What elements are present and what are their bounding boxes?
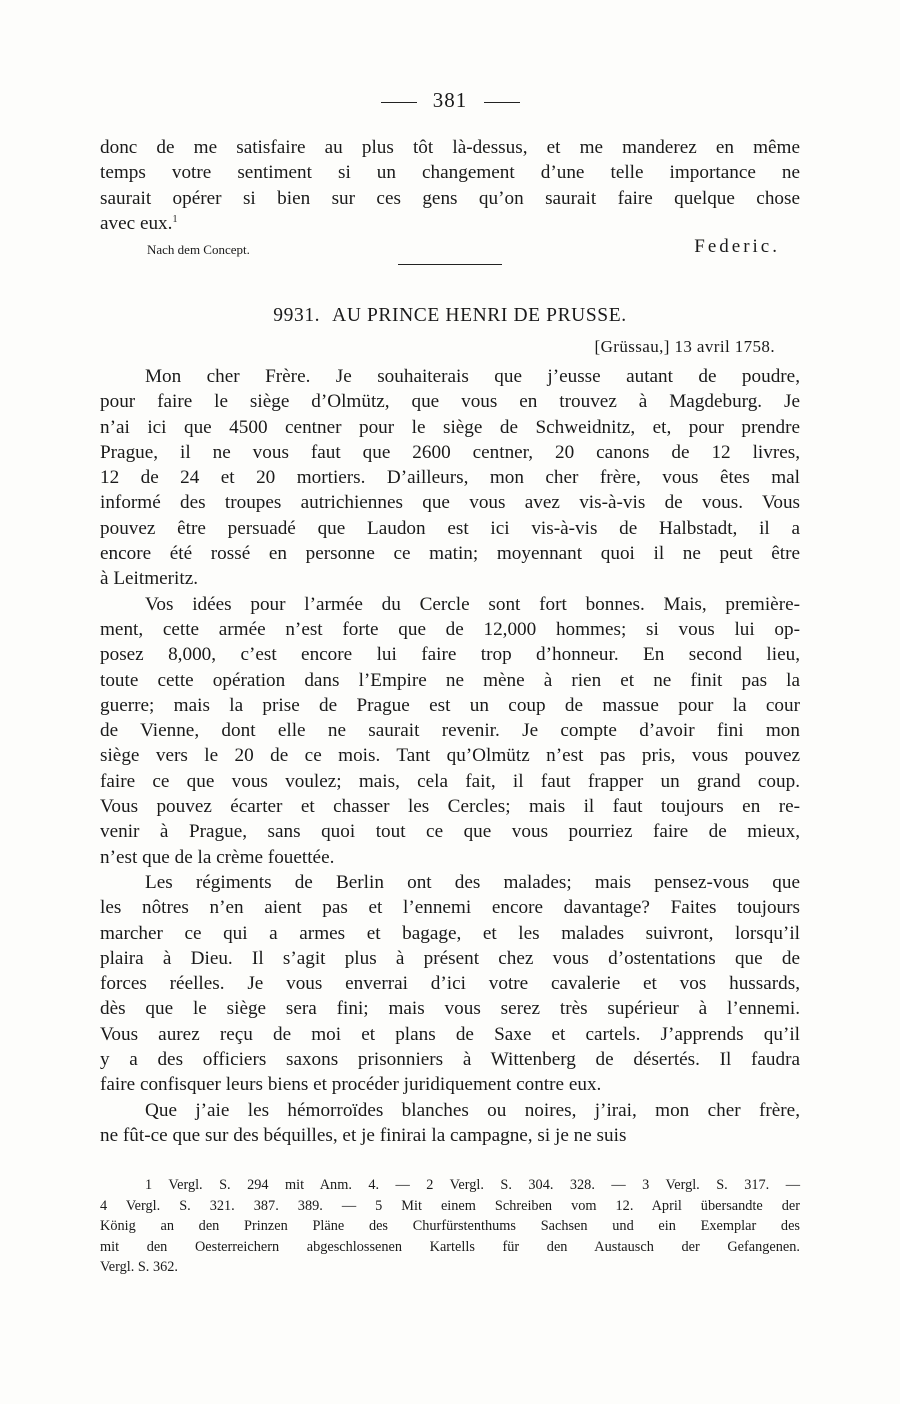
text-line: Mon cher Frère. Je souhaiterais que j’eusse autant de poudre, (145, 366, 800, 387)
text-line (100, 211, 800, 236)
text-line: dès que le siège sera fini; mais vous serez très supérieur à l’ennemi. (100, 998, 800, 1020)
text-line: faire ce que vous voulez; mais, cela fait, il faut frapper un grand coup. (100, 770, 800, 792)
text-line: Prague, il ne vous faut que 2600 centner, 20 canons de 12 livres, (100, 441, 800, 463)
text-line: les nôtres n’en aient pas et l’ennemi encore davantage? Faites toujours (100, 897, 800, 919)
letter-heading (100, 305, 800, 327)
section-divider (398, 264, 502, 265)
text-line: ment, cette armée n’est forte que de 12,000 hommes; si vous lui op- (100, 618, 800, 640)
text-line: guerre; mais la prise de Prague est un coup de massue pour la cour (100, 694, 800, 716)
closing-row (100, 236, 780, 264)
header-dash-left (381, 102, 417, 103)
signature: Federic. (694, 236, 780, 257)
text-line: faire confisquer leurs biens et procéder juridiquement contre eux. (100, 1074, 602, 1096)
text-line: 12 de 24 et 20 mortiers. D’ailleurs, mon cher frère, vous êtes mal (100, 467, 800, 489)
text-line: siège vers le 20 de ce mois. Tant qu’Olmütz n’est pas pris, vous pouvez (100, 745, 800, 767)
footnote-line: 4 Vergl. S. 321. 387. 389. — 5 Mit einem Schreiben vom 12. April übersandte der (100, 1197, 800, 1214)
letter-date: 13 avril 1758. (674, 337, 775, 356)
text-line: n’est que de la crème fouettée. (100, 846, 335, 868)
letter-body (100, 364, 800, 1148)
page-header (100, 88, 800, 113)
header-dash-right (484, 102, 520, 103)
text-line: posez 8,000, c’est encore lui faire trop d’honneur. En second lieu, (100, 644, 800, 666)
text-line: pouvez être persuadé que Laudon est ici vis-à-vis de Halbstadt, il a (100, 517, 800, 539)
text-line: venir à Prague, sans quoi tout ce que vous pourriez faire de mieux, (100, 821, 800, 843)
footnote-line: 1 Vergl. S. 294 mit Anm. 4. — 2 Vergl. S. 304. 328. — 3 Vergl. S. 317. — (145, 1177, 800, 1193)
footnotes (100, 1175, 800, 1278)
footnote-line: König an den Prinzen Pläne des Churfürstenthums Sachsen und ein Exemplar des (100, 1218, 800, 1235)
text-line: saurait opérer si bien sur ces gens qu’on saurait faire quelque chose (100, 187, 800, 209)
text-line: de Vienne, dont elle ne saurait revenir. Je compte d’avoir fini mon (100, 720, 800, 742)
text-line: temps votre sentiment si un changement d’une telle importance ne (100, 162, 800, 184)
text-line: y a des officiers saxons prisonniers à Wittenberg de désertés. Il faudra (100, 1049, 800, 1071)
text-line: donc de me satisfaire au plus tôt là-dessus, et me manderez en même (100, 137, 800, 158)
letter-addressee: AU PRINCE HENRI DE PRUSSE. (332, 305, 627, 326)
footnote-marker: 1 (172, 213, 178, 225)
text-line: encore été rossé en personne ce matin; moyennant quoi il ne peut être (100, 543, 800, 565)
page-number: 381 (432, 88, 468, 112)
text-line-content: avec eux. (100, 212, 173, 234)
letter-place: [Grüssau,] (594, 337, 670, 356)
text-line: forces réelles. Je vous enverrai d’ici votre cavalerie et vos hussards, (100, 973, 800, 995)
text-line: Vous aurez reçu de moi et plans de Saxe et cartels. J’apprends qu’il (100, 1023, 800, 1045)
text-line: Vos idées pour l’armée du Cercle sont fort bonnes. Mais, premièrе- (145, 593, 800, 615)
text-line: Que j’aie les hémorroïdes blanches ou noires, j’irai, mon cher frère, (145, 1099, 800, 1121)
text-line: Les régiments de Berlin ont des malades; mais pensez-vous que (145, 871, 800, 893)
text-line: ne fût-ce que sur des béquilles, et je finirai la campagne, si je ne suis (100, 1124, 627, 1146)
letter-dateline (595, 337, 775, 357)
footnote-line: Vergl. S. 362. (100, 1259, 178, 1276)
letter-number: 9931. (273, 305, 321, 326)
text-line: plaira à Dieu. Il s’agit plus à présent chez vous d’ostentations que de (100, 947, 800, 969)
opening-paragraph (100, 135, 800, 236)
text-line: Vous pouvez écarter et chasser les Cercles; mais il faut toujours en re- (100, 796, 800, 818)
footnote-line: mit den Oesterreichern abgeschlossenen Kartells für den Austausch der Gefangenen. (100, 1238, 800, 1255)
text-line: n’ai ici que 4500 centner pour le siège de Schweidnitz, et, pour prendre (100, 416, 800, 438)
text-line: à Leitmeritz. (100, 568, 199, 590)
text-line: pour faire le siège d’Olmütz, que vous en trouvez à Magdeburg. Je (100, 391, 800, 413)
text-line: informé des troupes autrichiennes que vous avez vis-à-vis de vous. Vous (100, 492, 800, 514)
source-note: Nach dem Concept. (147, 242, 250, 257)
text-line: toute cette opération dans l’Empire ne mène à rien et ne finit pas la (100, 669, 800, 691)
text-line: marcher ce qui a armes et bagage, et les malades suivront, lorsqu’il (100, 922, 800, 944)
